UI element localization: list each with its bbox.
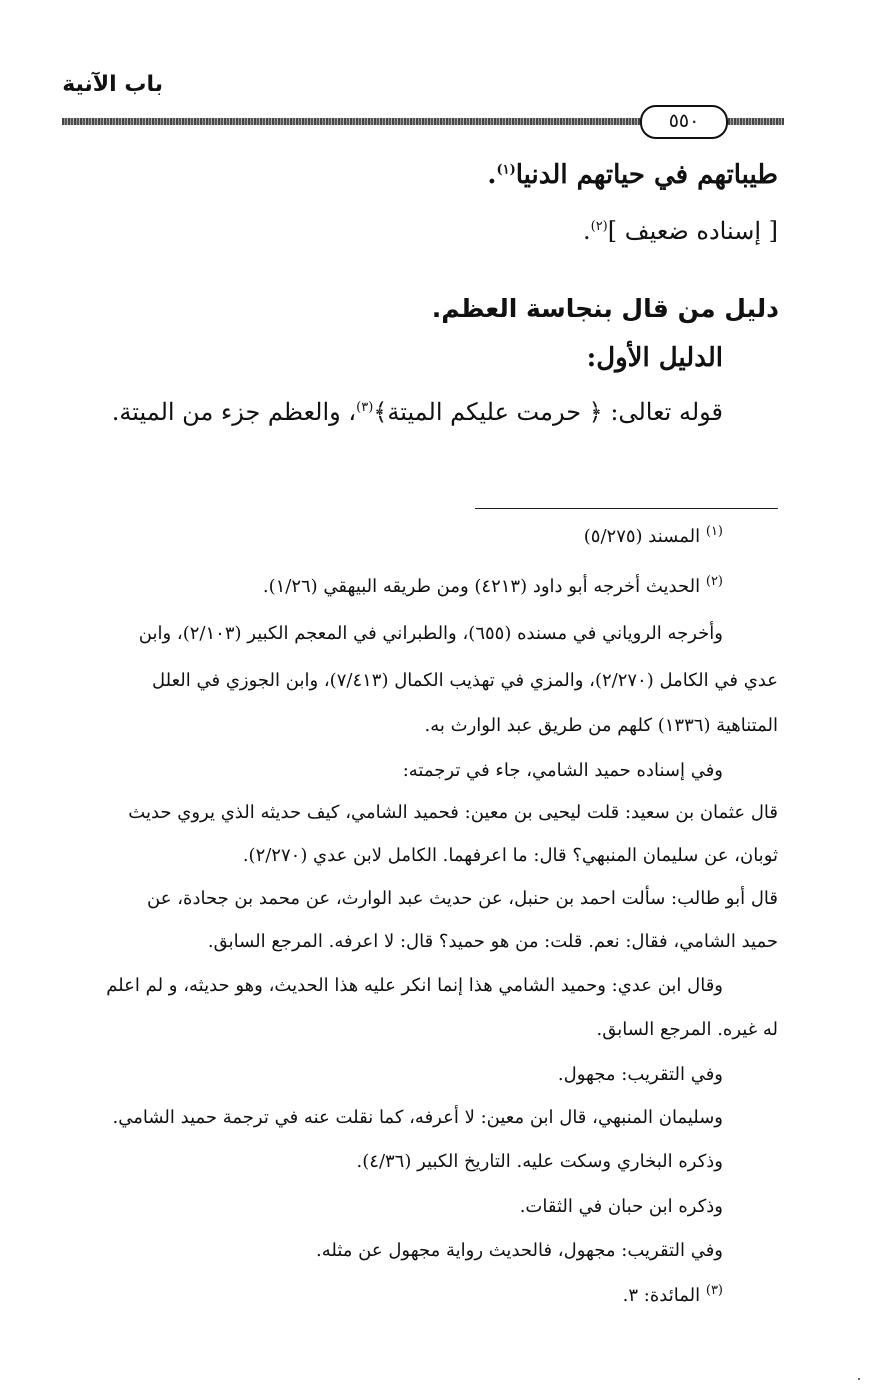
body-line-1-text: طيباتهم في حياتهم الدنيا (515, 160, 778, 190)
footnote-2-line-15: وذكره ابن حبان في الثقات. (519, 1196, 723, 1217)
footnote-separator (475, 508, 778, 509)
footnote-2-line-12: وفي التقريب: مجهول. (557, 1064, 723, 1085)
footnote-2-line-16: وفي التقريب: مجهول، فالحديث رواية مجهول عن مثله. (316, 1240, 723, 1261)
body-line-5-prefix: قوله تعالى: ﴿ حرمت عليكم الميتة﴾ (373, 398, 723, 426)
footnote-3 (83, 1285, 723, 1306)
footnote-2-line-7: ثوبان، عن سليمان المنبهي؟ قال: ما اعرفهما. الكامل لابن عدي (٢/٢٧٠). (242, 845, 778, 866)
body-line-2 (78, 217, 778, 245)
body-line-5 (23, 398, 723, 426)
subheading: الدليل الأول: (586, 343, 723, 373)
footnote-2-line-8: قال أبو طالب: سألت احمد بن حنبل، عن حديث عبد الوارث، عن محمد بن جحادة، عن (147, 888, 778, 909)
chapter-title: باب الآنية (62, 72, 163, 97)
footnote-2-line-4: المتناهية (١٣٣٦) كلهم من طريق عبد الوارث به. (424, 715, 778, 736)
footnote-2-line-3: عدي في الكامل (٢/٢٧٠)، والمزي في تهذيب الكمال (٧/٤١٣)، وابن الجوزي في العلل (152, 670, 778, 691)
body-line-2-text: [ إسناده ضعيف ] (607, 217, 778, 245)
footnote-2-line-2: وأخرجه الروياني في مسنده (٦٥٥)، والطبراني في المعجم الكبير (٢/١٠٣)، وابن (138, 623, 723, 644)
footnote-ref-3: (٣) (356, 400, 374, 415)
footnote-2-ref: (٢) (705, 574, 723, 589)
footnote-2-line-1 (83, 576, 723, 597)
footnote-2-line-5: وفي إسناده حميد الشامي، جاء في ترجمته: (402, 760, 723, 781)
footnote-2-line-10: وقال ابن عدي: وحميد الشامي هذا إنما انكر عليه هذا الحديث، وهو حديثه، و لم اعلم (106, 975, 723, 996)
footnote-2-line-6: قال عثمان بن سعيد: قلت ليحيى بن معين: فحميد الشامي، كيف حديثه الذي يروي حديث (128, 802, 778, 823)
body-line-1-end: . (487, 160, 497, 190)
footnote-2-line-14: وذكره البخاري وسكت عليه. التاريخ الكبير (٤/٣٦). (356, 1151, 723, 1172)
footnote-2-line-1-text: الحديث أخرجه أبو داود (٤٢١٣) ومن طريقه البيهقي (١/٢٦). (262, 576, 701, 597)
page-number: ٥٥٠ (640, 105, 728, 139)
body-line-5-suffix: ، والعظم جزء من الميتة. (111, 398, 357, 426)
footnote-ref-1: (١) (496, 162, 516, 178)
body-line-1 (78, 160, 778, 190)
footnote-2-line-11: له غيره. المرجع السابق. (596, 1019, 778, 1040)
footnote-1-ref: (١) (705, 524, 723, 539)
footnote-2-line-9: حميد الشامي، فقال: نعم. قلت: من هو حميد؟ قال: لا اعرفه. المرجع السابق. (207, 931, 778, 952)
section-heading: دليل من قال بنجاسة العظم. (431, 294, 779, 323)
footnote-3-text: المائدة: ٣. (622, 1285, 701, 1306)
footnote-2-line-13: وسليمان المنبهي، قال ابن معين: لا أعرفه، كما نقلت عنه في ترجمة حميد الشامي. (112, 1107, 723, 1128)
footnote-ref-2: (٢) (590, 219, 608, 234)
footnote-1 (83, 526, 723, 547)
body-line-2-end: . (582, 217, 591, 245)
footnote-3-ref: (٣) (705, 1283, 723, 1298)
scan-speck (858, 1378, 860, 1380)
footnote-1-text: المسند (٥/٢٧٥) (583, 526, 701, 547)
